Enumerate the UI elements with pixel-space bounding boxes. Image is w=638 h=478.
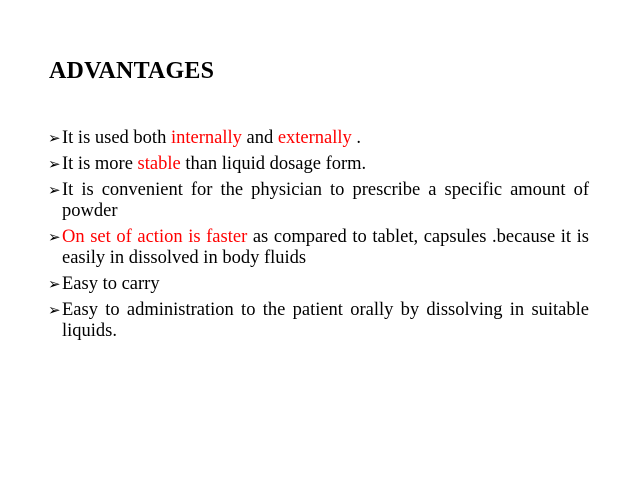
bullet-text: .: [351, 128, 362, 148]
arrow-bullet-icon: ➢: [48, 275, 61, 293]
bullet-highlight: On set of action is faster: [62, 227, 248, 247]
bullet-text: as compared to tablet, capsules .because it is easily in dissolved in body fluids: [62, 227, 589, 268]
bullet-text: Easy to administration to the patient orally by dissolving in suitable liquids.: [62, 300, 589, 341]
slide-title: ADVANTAGES: [49, 58, 215, 84]
bullet-item: [48, 154, 589, 175]
bullet-text: than liquid dosage form.: [180, 154, 367, 174]
bullet-item: [48, 180, 589, 222]
bullet-item: [48, 227, 589, 269]
bullet-highlight: externally: [277, 128, 352, 148]
arrow-bullet-icon: ➢: [48, 181, 61, 199]
bullet-item: [48, 274, 589, 295]
arrow-bullet-icon: ➢: [48, 228, 61, 246]
arrow-bullet-icon: ➢: [48, 129, 61, 147]
bullet-text: Easy to carry: [62, 274, 160, 294]
bullet-highlight: stable: [137, 154, 181, 174]
bullet-item: [48, 128, 589, 149]
arrow-bullet-icon: ➢: [48, 301, 61, 319]
bullet-list: [48, 128, 589, 347]
bullet-text: It is used both: [62, 128, 171, 148]
bullet-item: [48, 300, 589, 342]
arrow-bullet-icon: ➢: [48, 155, 61, 173]
bullet-text: It is convenient for the physician to prescribe a specific amount of powder: [62, 180, 589, 221]
bullet-text: It is more: [62, 154, 138, 174]
bullet-highlight: internally: [170, 128, 242, 148]
bullet-text: and: [241, 128, 278, 148]
